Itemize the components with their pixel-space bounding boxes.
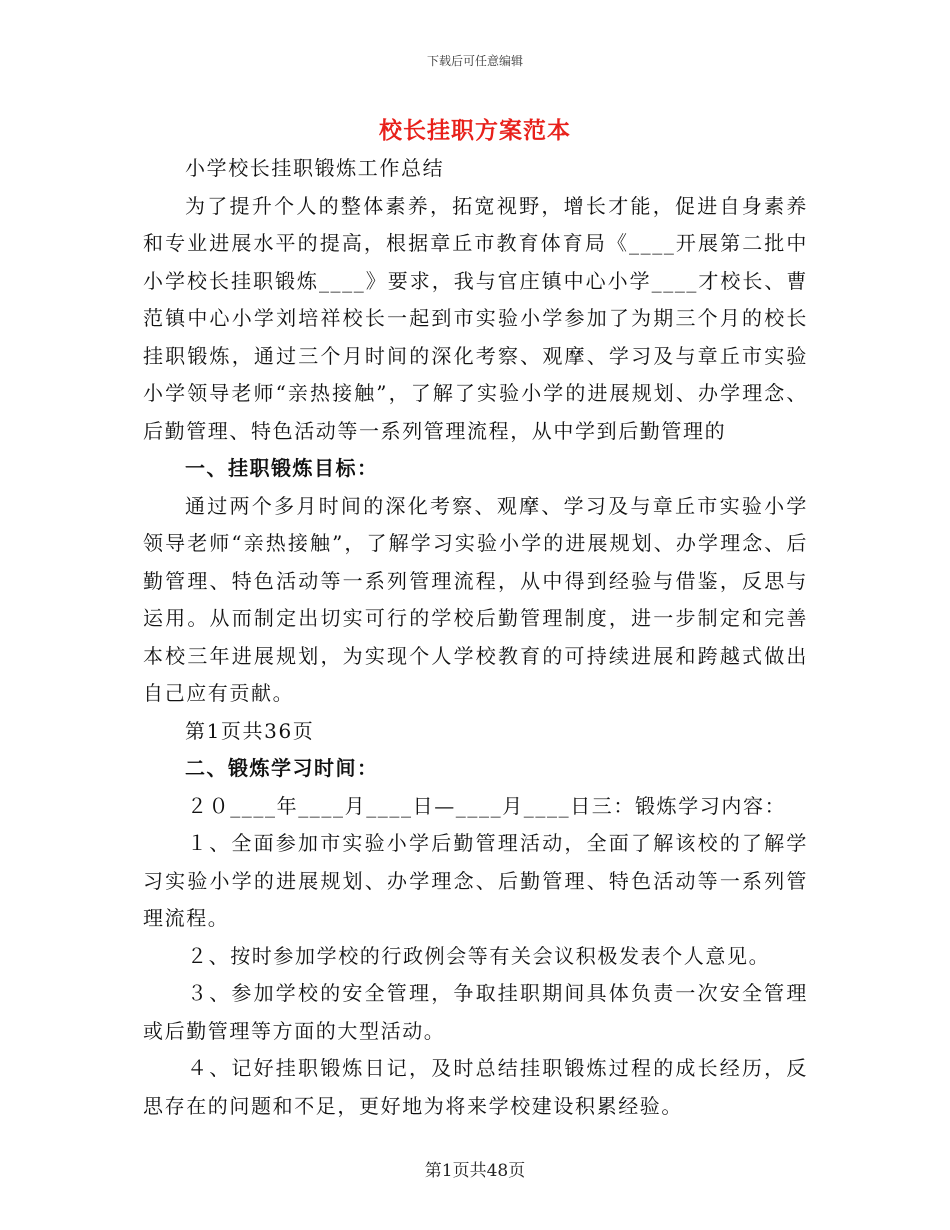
intro-paragraph: 为了提升个人的整体素养，拓宽视野，增长才能，促进自身素养和专业进展水平的提高，根据章丘市教育体育局《____开展第二批中小学校长挂职锻炼____》要求，我与官庄镇中心小学____才校长、曹范镇中心小学刘培祥校长一起到市实验小学参加了为期三个月的校长挂职锻炼，通过三个月时间的深化考察、观摩、学习及与章丘市实验小学领导老师“亲热接触”，了解了实验小学的进展规划、办学理念、后勤管理、特色活动等一系列管理流程，从中学到后勤管理的	[143, 193, 808, 443]
document-subtitle: 小学校长挂职锻炼工作总结	[185, 156, 445, 180]
page-header-note: 下载后可任意编辑	[426, 54, 523, 68]
list-item-3: ３、参加学校的安全管理，争取挂职期间具体负责一次安全管理或后勤管理等方面的大型活动。	[143, 981, 808, 1043]
page-footer-label: 第1页共48页	[424, 1161, 526, 1181]
section2-heading: 二、锻炼学习时间：	[185, 756, 379, 780]
inner-page-marker: 第1页共36页	[185, 718, 315, 743]
document-body	[143, 150, 808, 1125]
list-item-2: ２、按时参加学校的行政例会等有关会议积极发表个人意见。	[187, 943, 771, 968]
section1-paragraph: 通过两个多月时间的深化考察、观摩、学习及与章丘市实验小学领导老师“亲热接触”，了解学习实验小学的进展规划、办学理念、后勤管理、特色活动等一系列管理流程，从中得到经验与借鉴，反思与运用。从而制定出切实可行的学校后勤管理制度，进一步制定和完善本校三年进展规划，为实现个人学校教育的可持续进展和跨越式做出自己应有贡献。	[143, 493, 808, 705]
date-line: ２０____年____月____日—____月____日三：锻炼学习内容：	[187, 793, 787, 818]
list-item-1: １、全面参加市实验小学后勤管理活动，全面了解该校的了解学习实验小学的进展规划、办学理念、后勤管理、特色活动等一系列管理流程。	[143, 831, 808, 930]
document-title: 校长挂职方案范本	[379, 117, 571, 144]
section1-heading: 一、挂职锻炼目标：	[185, 456, 379, 480]
list-item-4: ４、记好挂职锻炼日记，及时总结挂职锻炼过程的成长经历，反思存在的问题和不足，更好地为将来学校建设积累经验。	[143, 1056, 808, 1118]
